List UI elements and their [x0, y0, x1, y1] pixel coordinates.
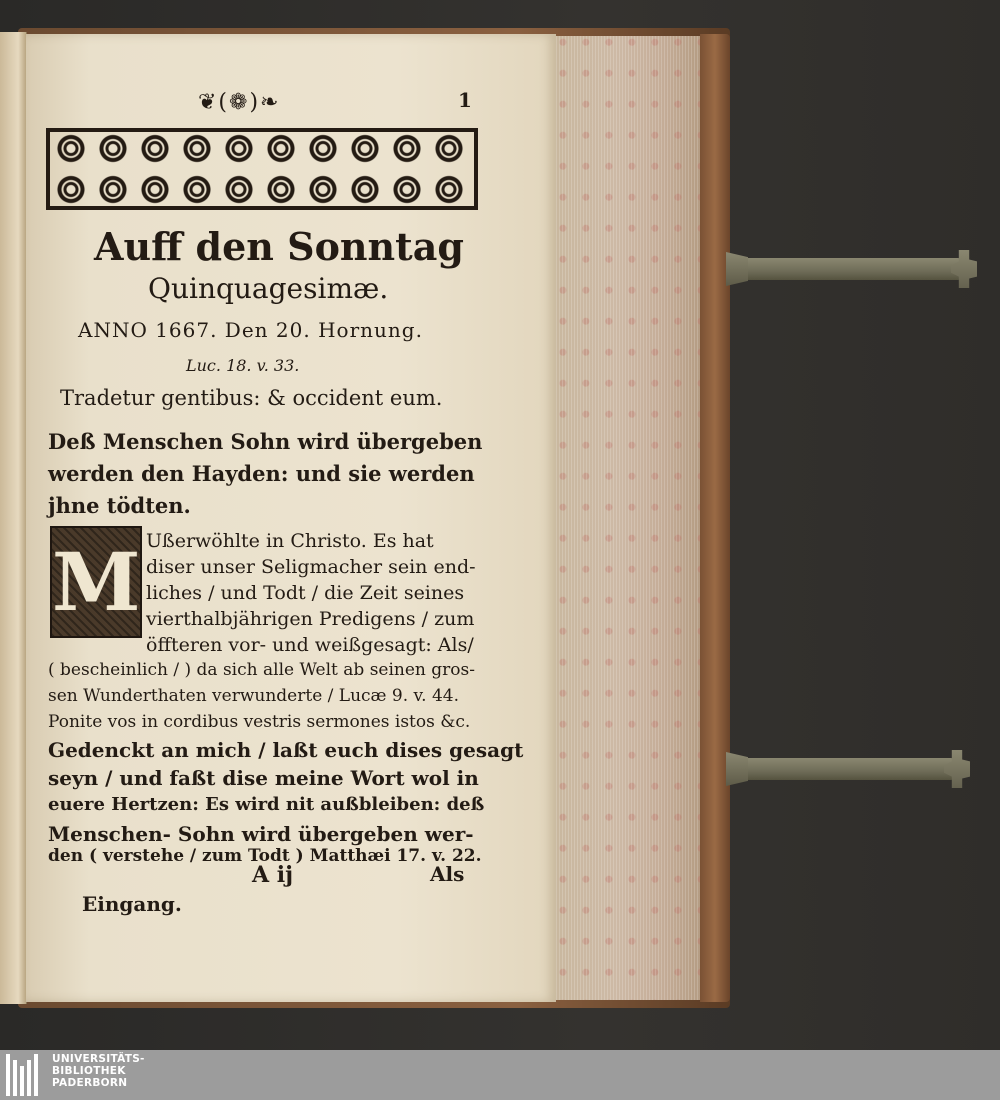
page-number: 1	[458, 88, 472, 112]
body-line: Gedenckt an mich / laßt euch dises gesagt	[48, 738, 524, 762]
german-verse-line: werden den Hayden: und sie werden	[48, 461, 475, 486]
ornament-band	[46, 128, 478, 210]
catchword-eingang: Eingang.	[82, 892, 182, 916]
body-line: vierthalbjährigen Predigens / zum	[146, 608, 475, 630]
german-verse-line: Deß Menschen Sohn wird übergeben	[48, 429, 483, 454]
body-line: Ponite vos in cordibus vestris sermones istos &c.	[48, 712, 471, 732]
page-subtitle: Quinquagesimæ.	[148, 272, 389, 305]
body-line: sen Wunderthaten verwunderte / Lucæ 9. v. 44.	[48, 686, 459, 706]
drop-cap-initial: M	[50, 526, 142, 638]
date-line: ANNO 1667. Den 20. Hornung.	[78, 318, 423, 342]
footer-bar	[0, 1050, 1000, 1100]
clasp-bottom	[726, 758, 954, 780]
body-line: öffteren vor- und weißgesagt: Als/	[146, 634, 474, 656]
library-logo-icon	[6, 1054, 46, 1096]
top-ornament: ❦(❁)❧	[198, 90, 281, 115]
page-edges	[556, 36, 706, 1000]
page-title: Auff den Sonntag	[94, 224, 464, 269]
body-line: euere Hertzen: Es wird nit außbleiben: deß	[48, 794, 485, 815]
footer-label-line: UNIVERSITÄTS-	[52, 1053, 145, 1065]
body-line: liches / und Todt / die Zeit seines	[146, 582, 465, 604]
cover-edge	[700, 34, 730, 1002]
body-line: diser unser Seligmacher sein end-	[146, 556, 476, 578]
body-line: den ( verstehe / zum Todt ) Matthæi 17. v. 22.	[48, 846, 482, 866]
catchword: Als	[430, 862, 465, 886]
german-verse-line: jhne tödten.	[48, 493, 191, 518]
clasp-top	[726, 258, 961, 280]
footer-label-line: BIBLIOTHEK	[52, 1065, 126, 1077]
german-verse	[48, 426, 482, 522]
body-line: Ußerwöhlte in Christo. Es hat	[146, 530, 434, 552]
body-line: ( bescheinlich / ) da sich alle Welt ab seinen gros-	[48, 660, 476, 680]
body-line: seyn / und faßt dise meine Wort wol in	[48, 766, 479, 790]
latin-verse: Tradetur gentibus: & occident eum.	[60, 386, 443, 410]
signature-mark: A ij	[252, 862, 294, 888]
body-line: Menschen- Sohn wird übergeben wer-	[48, 822, 474, 846]
footer-label-line: PADERBORN	[52, 1077, 128, 1089]
left-page-edge	[0, 32, 27, 1004]
scripture-reference: Luc. 18. v. 33.	[186, 356, 300, 375]
